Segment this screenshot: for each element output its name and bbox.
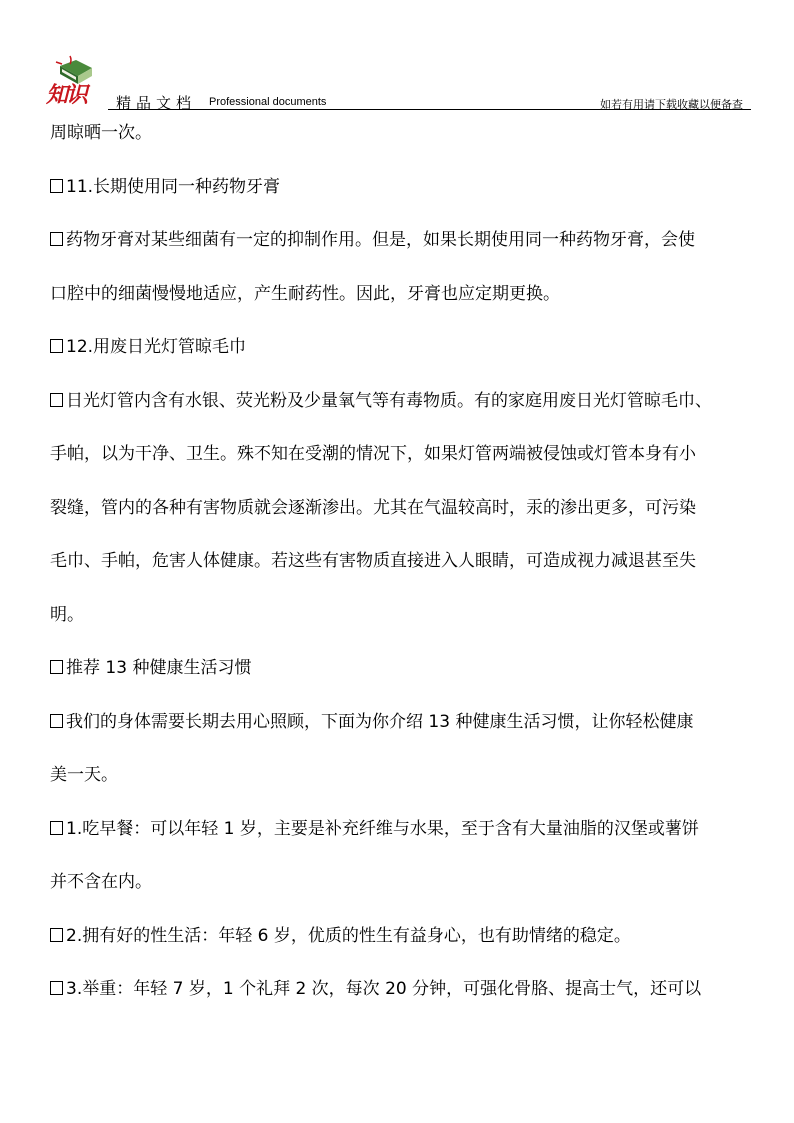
text-line [50, 497, 770, 519]
checkbox-glyph-icon [50, 981, 63, 995]
checkbox-glyph-icon [50, 660, 63, 674]
heading-line [50, 176, 770, 198]
line-text: 12.用废日光灯管晾毛巾 [66, 337, 247, 357]
header-subtitle: Professional documents [209, 96, 327, 108]
line-text: 推荐 13 种健康生活习惯 [66, 658, 252, 678]
line-text: 明。 [50, 604, 84, 625]
checkbox-glyph-icon [50, 339, 63, 353]
header-note: 如若有用请下载收藏以便备查 [600, 98, 743, 111]
line-text: 毛巾、手帕，危害人体健康。若这些有害物质直接进入人眼睛，可造成视力减退甚至失 [50, 551, 696, 571]
text-line [50, 871, 770, 893]
text-line [50, 604, 770, 626]
line-text: 2.拥有好的性生活：年轻 6 岁，优质的性生有益身心，也有助情绪的稳定。 [66, 925, 631, 946]
line-text: 3.举重：年轻 7 岁，1 个礼拜 2 次，每次 20 分钟，可强化骨胳、提高士气，还可以 [66, 979, 702, 999]
line-text: 我们的身体需要长期去用心照顾，下面为你介绍 13 种健康生活习惯，让你轻松健康 [66, 711, 694, 732]
paragraph-line [50, 390, 770, 412]
checkbox-glyph-icon [50, 821, 63, 835]
line-text: 1.吃早餐：可以年轻 1 岁，主要是补充纤维与水果，至于含有大量油脂的汉堡或薯饼 [66, 818, 699, 839]
text-line [50, 122, 770, 144]
checkbox-glyph-icon [50, 179, 63, 193]
line-text: 裂缝，管内的各种有害物质就会逐渐渗出。尤其在气温较高时，汞的渗出更多，可污染 [50, 497, 696, 518]
heading-line [50, 336, 770, 358]
checkbox-glyph-icon [50, 232, 63, 246]
line-text: 手帕，以为干净、卫生。殊不知在受潮的情况下，如果灯管两端被侵蚀或灯管本身有小 [50, 444, 696, 464]
paragraph-line [50, 925, 770, 947]
heading-line [50, 657, 770, 679]
line-text: 口腔中的细菌慢慢地适应，产生耐药性。因此，牙膏也应定期更换。 [50, 283, 560, 304]
page-header [0, 0, 794, 112]
checkbox-glyph-icon [50, 928, 63, 942]
line-text: 11.长期使用同一种药物牙膏 [66, 176, 281, 197]
header-title: 精品文档 [116, 94, 197, 112]
text-line [50, 443, 770, 465]
paragraph-line [50, 711, 770, 733]
checkbox-glyph-icon [50, 714, 63, 728]
paragraph-line [50, 978, 770, 1000]
paragraph-line [50, 229, 770, 251]
line-text: 药物牙膏对某些细菌有一定的抑制作用。但是，如果长期使用同一种药物牙膏，会使 [66, 230, 695, 250]
text-line [50, 283, 770, 305]
line-text: 日光灯管内含有水银、荧光粉及少量氧气等有毒物质。有的家庭用废日光灯管晾毛巾、 [66, 390, 712, 411]
header-divider [108, 109, 751, 110]
logo-wordmark: 知识 [46, 82, 87, 108]
text-line [50, 764, 770, 786]
line-text: 周晾晒一次。 [50, 123, 152, 143]
line-text: 美一天。 [50, 765, 118, 785]
checkbox-glyph-icon [50, 393, 63, 407]
text-line [50, 550, 770, 572]
document-body [50, 122, 770, 1032]
paragraph-line [50, 818, 770, 840]
line-text: 并不含在内。 [50, 872, 152, 892]
